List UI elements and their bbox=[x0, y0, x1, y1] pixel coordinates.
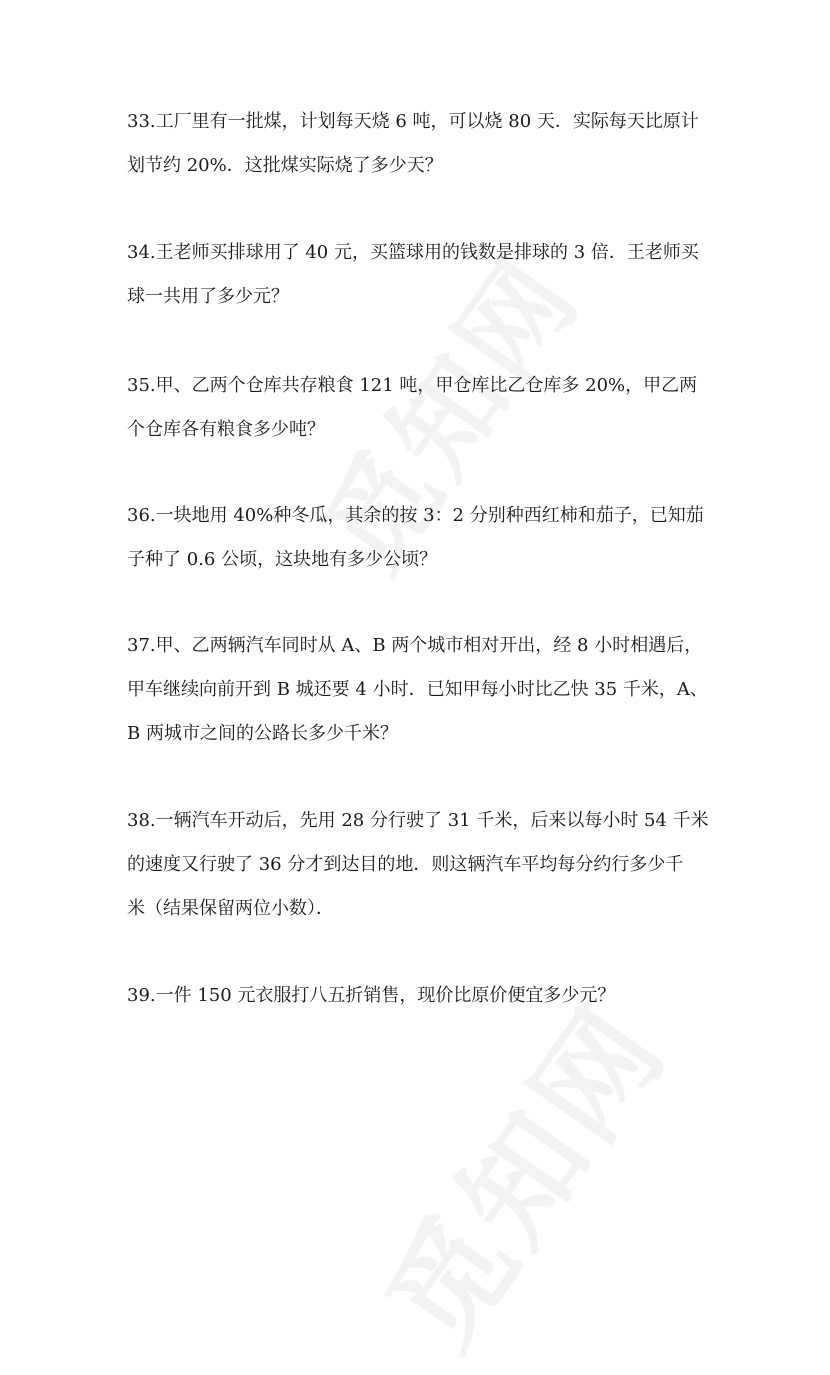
problem-38 bbox=[127, 799, 707, 931]
problem-line: B 两城市之间的公路长多少千米？ bbox=[127, 723, 398, 744]
watermark-bottom bbox=[340, 967, 698, 1375]
problem-line: 的速度又行驶了 36 分才到达目的地．则这辆汽车平均每分约行多少千 bbox=[127, 854, 684, 875]
problem-line: 35.甲、乙两个仓库共存粮食 121 吨，甲仓库比乙仓库多 20%，甲乙两 bbox=[127, 375, 698, 396]
problem-line: 38.一辆汽车开动后，先用 28 分行驶了 31 千米，后来以每小时 54 千米 bbox=[127, 810, 709, 831]
problem-line: 37.甲、乙两辆汽车同时从 A、B 两个城市相对开出，经 8 小时相遇后， bbox=[127, 635, 703, 656]
problem-line: 划节约 20%．这批煤实际烧了多少天？ bbox=[127, 155, 443, 176]
problem-line: 36.一块地用 40%种冬瓜，其余的按 3：2 分别种西红柿和茄子，已知茄 bbox=[127, 505, 704, 526]
problem-37 bbox=[127, 624, 707, 756]
problem-36 bbox=[127, 494, 707, 582]
problem-line: 米（结果保留两位小数）． bbox=[127, 898, 334, 919]
problem-line: 子种了 0.6 公顷，这块地有多少公顷？ bbox=[127, 549, 438, 570]
problem-line: 个仓库各有粮食多少吨？ bbox=[127, 419, 325, 440]
problem-line: 39.一件 150 元衣服打八五折销售，现价比原价便宜多少元？ bbox=[127, 985, 616, 1006]
problem-34 bbox=[127, 231, 707, 319]
problem-line: 甲车继续向前开到 B 城还要 4 小时．已知甲每小时比乙快 35 千米，A、 bbox=[127, 679, 708, 700]
problem-line: 33.工厂里有一批煤，计划每天烧 6 吨，可以烧 80 天．实际每天比原计 bbox=[127, 111, 699, 132]
problem-39 bbox=[127, 974, 707, 1018]
problem-33 bbox=[127, 100, 707, 188]
problem-line: 球一共用了多少元？ bbox=[127, 286, 289, 307]
problem-35 bbox=[127, 364, 707, 452]
problem-line: 34.王老师买排球用了 40 元，买篮球用的钱数是排球的 3 倍．王老师买 bbox=[127, 242, 699, 263]
